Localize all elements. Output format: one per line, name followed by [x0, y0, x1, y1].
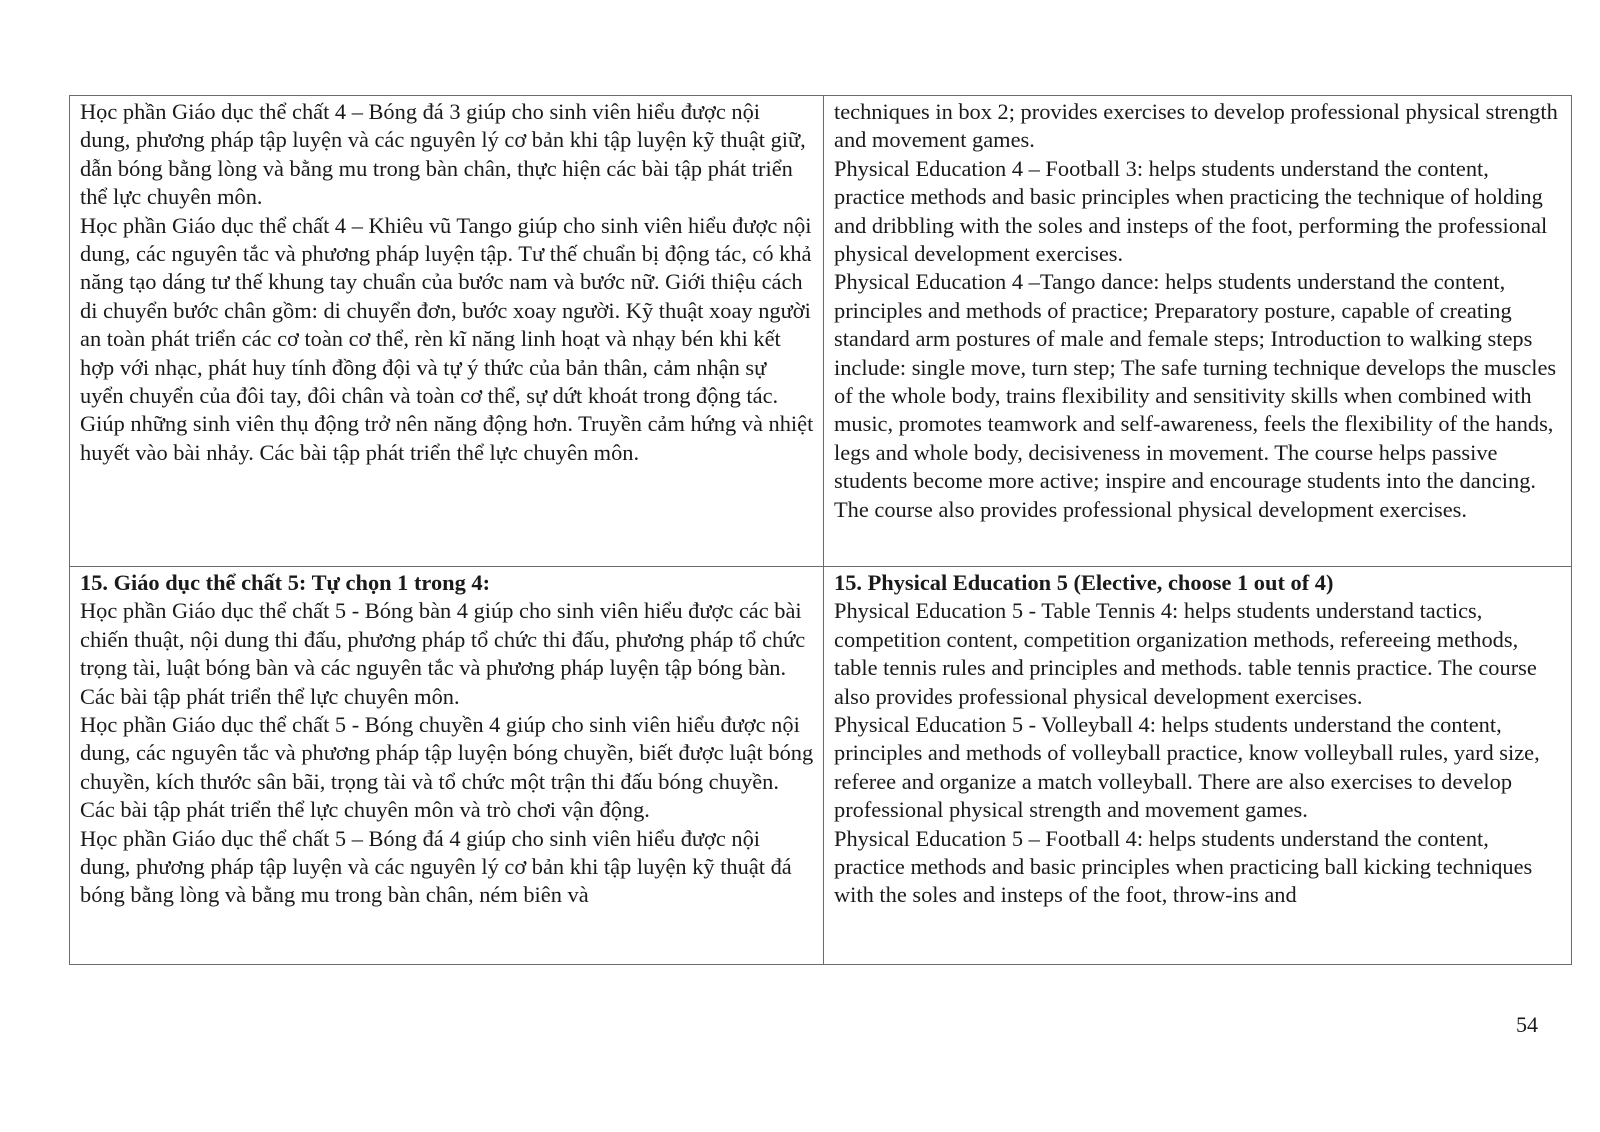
paragraph: Physical Education 5 - Table Tennis 4: helps students understand tactics, competition content, competition organization methods, refereeing methods, table tennis rules and principles and methods. table tennis practice. The course also provides professional physical development exercises. — [834, 598, 1537, 709]
vietnamese-cell — [70, 96, 824, 567]
page-number: 54 — [1516, 1012, 1538, 1037]
vietnamese-cell — [70, 567, 824, 965]
paragraph: Physical Education 5 – Football 4: helps students understand the content, practice methods and basic principles when practicing ball kicking techniques with the soles and insteps of the foot, throw-ins and — [834, 825, 1533, 908]
paragraph: Học phần Giáo dục thể chất 5 - Bóng bàn 4 giúp cho sinh viên hiểu được các bài chiến thuật, nội dung thi đấu, phương pháp tổ chức thi đấu, phương pháp tổ chức trọng tài, luật bóng bàn và các nguyên tắc và phương pháp luyện tập bóng bàn. Các bài tập phát triển thể lực chuyên môn. — [80, 598, 806, 709]
paragraph: Physical Education 4 –Tango dance: helps students understand the content, principles and methods of practice; Preparatory posture, capable of creating standard arm postures of male and female steps; Introduction to walking steps include: single move, turn step; The safe turning technique develops the muscles of the whole body, trains flexibility and sensitivity skills when combined with music, promotes teamwork and self-awareness, feels the flexibility of the hands, legs and whole body, decisiveness in movement. The course helps passive students become more active; inspire and encourage students into the dancing. The course also provides professional physical development exercises. — [834, 269, 1557, 522]
table-row — [70, 567, 1572, 965]
course-description-table — [69, 95, 1572, 965]
paragraph: Học phần Giáo dục thể chất 5 – Bóng đá 4 giúp cho sinh viên hiểu được nội dung, phương pháp tập luyện và các nguyên lý cơ bản khi tập luyện kỹ thuật đá bóng bằng lòng và bằng mu trong bàn chân, ném biên và — [80, 825, 792, 908]
paragraph: techniques in box 2; provides exercises to develop professional physical strength and movement games. — [834, 99, 1558, 153]
english-cell — [824, 96, 1572, 567]
section-heading: 15. Giáo dục thể chất 5: Tự chọn 1 trong 4: — [80, 570, 491, 595]
paragraph: Physical Education 4 – Football 3: helps students understand the content, practice methods and basic principles when practicing the technique of holding and dribbling with the soles and insteps of the foot, performing the professional physical development exercises. — [834, 155, 1548, 267]
paragraph: Học phần Giáo dục thể chất 4 – Bóng đá 3 giúp cho sinh viên hiểu được nội dung, phương pháp tập luyện và các nguyên lý cơ bản khi tập luyện kỹ thuật giữ, dẫn bóng bằng lòng và bằng mu trong bàn chân, thực hiện các bài tập phát triển thể lực chuyên môn. — [80, 99, 806, 210]
section-heading: 15. Physical Education 5 (Elective, choose 1 out of 4) — [834, 570, 1334, 595]
paragraph: Physical Education 5 - Volleyball 4: helps students understand the content, principles and methods of volleyball practice, know volleyball rules, yard size, referee and organize a match volleyball. There are also exercises to develop professional physical strength and movement games. — [834, 712, 1540, 823]
table-row — [70, 96, 1572, 567]
english-cell — [824, 567, 1572, 965]
paragraph: Học phần Giáo dục thể chất 4 – Khiêu vũ Tango giúp cho sinh viên hiểu được nội dung, các nguyên tắc và phương pháp luyện tập. Tư thế chuẩn bị động tác, có khả năng tạo dáng tư thế khung tay chuẩn của bước nam và bước nữ. Giới thiệu cách di chuyển bước chân gồm: di chuyển đơn, bước xoay người. Kỹ thuật xoay người an toàn phát triển các cơ toàn cơ thể, rèn kĩ năng linh hoạt và nhạy bén khi kết hợp với nhạc, phát huy tính đồng đội và tự ý thức của bản thân, cảm nhận sự uyển chuyển của đôi tay, đôi chân và toàn cơ thể, sự dứt khoát trong động tác. Giúp những sinh viên thụ động trở nên năng động hơn. Truyền cảm hứng và nhiệt huyết vào bài nhảy. Các bài tập phát triển thể lực chuyên môn. — [80, 212, 814, 465]
paragraph: Học phần Giáo dục thể chất 5 - Bóng chuyền 4 giúp cho sinh viên hiểu được nội dung, các nguyên tắc và phương pháp tập luyện bóng chuyền, biết được luật bóng chuyền, kích thước sân bãi, trọng tài và tổ chức một trận thi đấu bóng chuyền. Các bài tập phát triển thể lực chuyên môn và trò chơi vận động. — [80, 712, 814, 823]
